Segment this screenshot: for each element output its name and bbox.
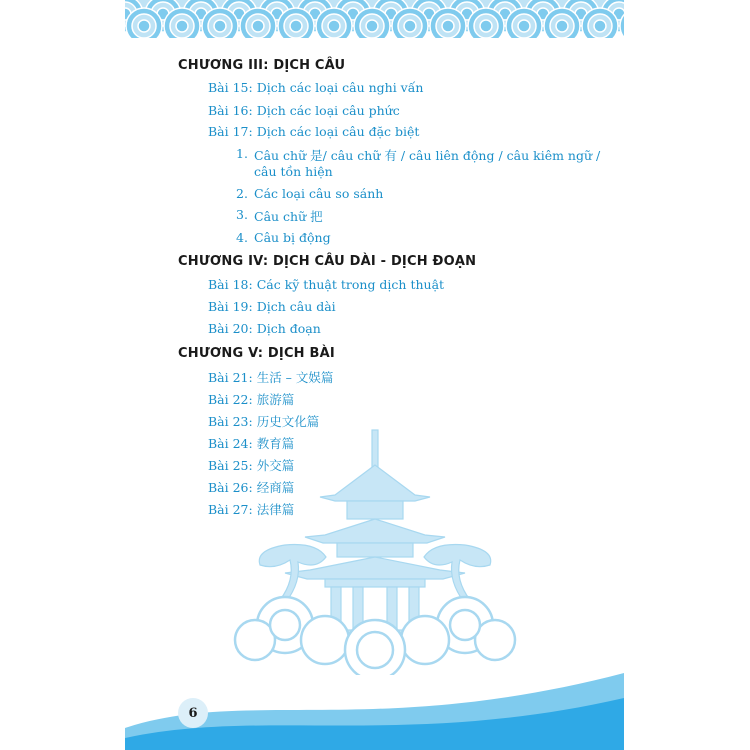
sub-item-continuation[interactable]: câu tồn hiện	[254, 164, 333, 179]
sub-item-number: 3.	[236, 207, 248, 222]
toc-item[interactable]: Bài 20: Dịch đoạn	[208, 321, 321, 336]
chapter-title: CHƯƠNG IV: DỊCH CÂU DÀI - DỊCH ĐOẠN	[178, 254, 477, 269]
sub-item[interactable]: Câu bị động	[254, 230, 331, 245]
page-number: 6	[178, 698, 208, 728]
sub-item-number: 4.	[236, 230, 248, 245]
sub-item-number: 1.	[236, 146, 248, 161]
toc-item[interactable]: Bài 26: 经商篇	[208, 480, 295, 495]
toc-item[interactable]: Bài 16: Dịch các loại câu phức	[208, 103, 400, 118]
toc-item[interactable]: Bài 23: 历史文化篇	[208, 414, 320, 429]
toc-item[interactable]: Bài 25: 外交篇	[208, 458, 295, 473]
toc-item[interactable]: Bài 18: Các kỹ thuật trong dịch thuật	[208, 277, 445, 292]
toc-item[interactable]: Bài 22: 旅游篇	[208, 392, 295, 407]
toc-item[interactable]: Bài 19: Dịch câu dài	[208, 299, 336, 314]
chapter-title: CHƯƠNG V: DỊCH BÀI	[178, 346, 335, 361]
sub-item[interactable]: Câu chữ 把	[254, 209, 323, 224]
table-of-contents	[125, 0, 624, 750]
toc-item[interactable]: Bài 24: 教育篇	[208, 436, 295, 451]
toc-item[interactable]: Bài 21: 生活 – 文娱篇	[208, 370, 334, 385]
sub-item-number: 2.	[236, 186, 248, 201]
sub-item[interactable]: Các loại câu so sánh	[254, 186, 384, 201]
toc-item[interactable]: Bài 17: Dịch các loại câu đặc biệt	[208, 124, 420, 139]
toc-item[interactable]: Bài 27: 法律篇	[208, 502, 295, 517]
book-page	[125, 0, 624, 750]
sub-item[interactable]: Câu chữ 是/ câu chữ 有 / câu liên động / câu kiêm ngữ /	[254, 148, 601, 163]
toc-item[interactable]: Bài 15: Dịch các loại câu nghi vấn	[208, 80, 424, 95]
chapter-title: CHƯƠNG III: DỊCH CÂU	[178, 58, 346, 73]
